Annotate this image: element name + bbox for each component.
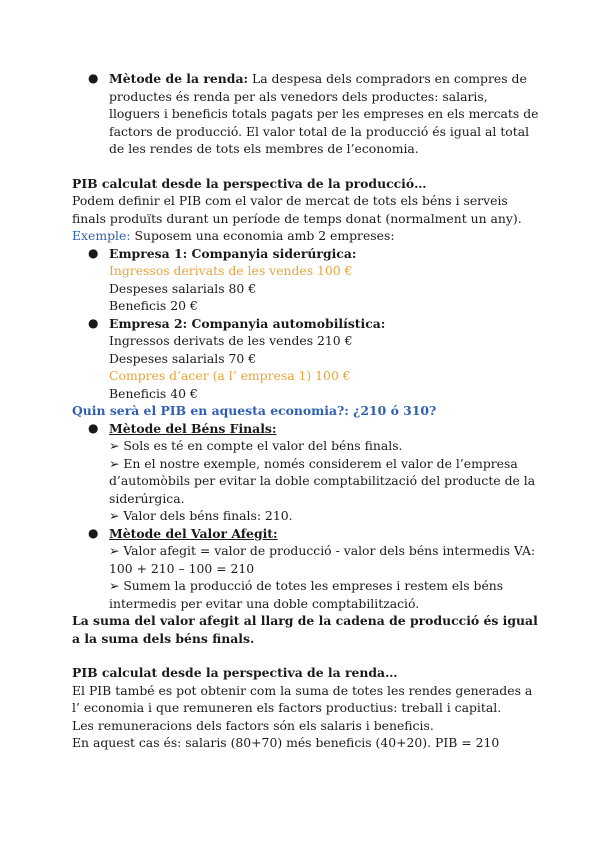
produccio-definition: Podem definir el PIB com el valor de mercat de tots els béns i serveis finals produïts durant un període de temps donat (normalment un any). xyxy=(72,193,522,226)
empresa2-title: Empresa 2: Companyia automobilística: xyxy=(109,315,386,331)
renda-line1: El PIB també es pot obtenir com la suma de totes les rendes generades a l’ economia i que remuneren els factors productius: treball i capital. xyxy=(72,682,533,715)
renda-heading: PIB calculat desde la perspectiva de la renda… xyxy=(72,665,398,680)
renta-method-text: La despesa dels compradors en compres de productes és renda per als venedors dels productes: salaris, lloguers i beneficis totals pagats per les empreses en els mercats de factors de producció. El valor total de la producció és igual al total de les rendes de tots els membres de l’economia. xyxy=(109,71,539,156)
bens-finals-line2: ➢ En el nostre exemple, només considerem el valor de l’empresa d’automòbils per evitar la doble comptabilització del producte de la siderúrgica. xyxy=(109,455,536,506)
pib-question: Quin serà el PIB en aquesta economia?: ¿210 ó 310? xyxy=(72,403,437,418)
empresa2-ingressos: Ingressos derivats de les vendes 210 € xyxy=(109,333,353,348)
empresa2-bullet xyxy=(72,315,542,403)
renta-method-label: Mètode de la renda: xyxy=(109,71,249,86)
bens-finals-bullet xyxy=(72,420,542,525)
bullet-dot-icon: ● xyxy=(88,71,99,85)
empresa1-ingressos: Ingressos derivats de les vendes 100 € xyxy=(109,263,353,278)
renta-method-bullet xyxy=(72,70,542,158)
valor-afegit-title: Mètode del Valor Afegit: xyxy=(109,525,278,541)
empresa2-beneficis: Beneficis 40 € xyxy=(109,385,198,401)
empresa1-title: Empresa 1: Companyia siderúrgica: xyxy=(109,245,357,261)
empresa2-compres: Compres d’acer (a l’ empresa 1) 100 € xyxy=(109,368,351,383)
renda-line3: En aquest cas és: salaris (80+70) més beneficis (40+20). PIB = 210 xyxy=(72,735,500,750)
empresa1-despeses: Despeses salarials 80 € xyxy=(109,280,257,296)
bullet-dot-icon: ● xyxy=(88,525,99,540)
example-text: Suposem una economia amb 2 empreses: xyxy=(130,228,395,243)
valor-afegit-bullet xyxy=(72,525,542,613)
empresa1-bullet xyxy=(72,245,542,315)
document-page xyxy=(72,70,542,752)
produccio-heading: PIB calculat desde la perspectiva de la producció… xyxy=(72,175,427,191)
bens-finals-title: Mètode del Béns Finals: xyxy=(109,420,277,436)
valor-afegit-line3: ➢ Sumem la producció de totes les empreses i restem els béns intermedis per evitar una doble comptabilització. xyxy=(109,578,504,611)
conclusion: La suma del valor afegit al llarg de la cadena de producció és igual a la suma dels béns finals. xyxy=(72,613,538,646)
valor-afegit-line2: 100 + 210 – 100 = 210 xyxy=(109,560,255,576)
bens-finals-line1: ➢ Sols es té en compte el valor del béns finals. xyxy=(109,438,403,453)
example-label: Exemple: xyxy=(72,228,131,243)
bens-finals-line3: ➢ Valor dels béns finals: 210. xyxy=(109,508,293,523)
bullet-dot-icon: ● xyxy=(88,315,99,330)
bullet-dot-icon: ● xyxy=(88,245,99,260)
empresa1-beneficis: Beneficis 20 € xyxy=(109,298,198,313)
empresa2-despeses: Despeses salarials 70 € xyxy=(109,350,257,366)
example-line xyxy=(72,227,542,245)
valor-afegit-line1: ➢ Valor afegit = valor de producció - valor dels béns intermedis VA: xyxy=(109,543,536,558)
bullet-dot-icon: ● xyxy=(88,420,99,435)
renda-line2: Les remuneracions dels factors són els salaris i beneficis. xyxy=(72,717,434,733)
